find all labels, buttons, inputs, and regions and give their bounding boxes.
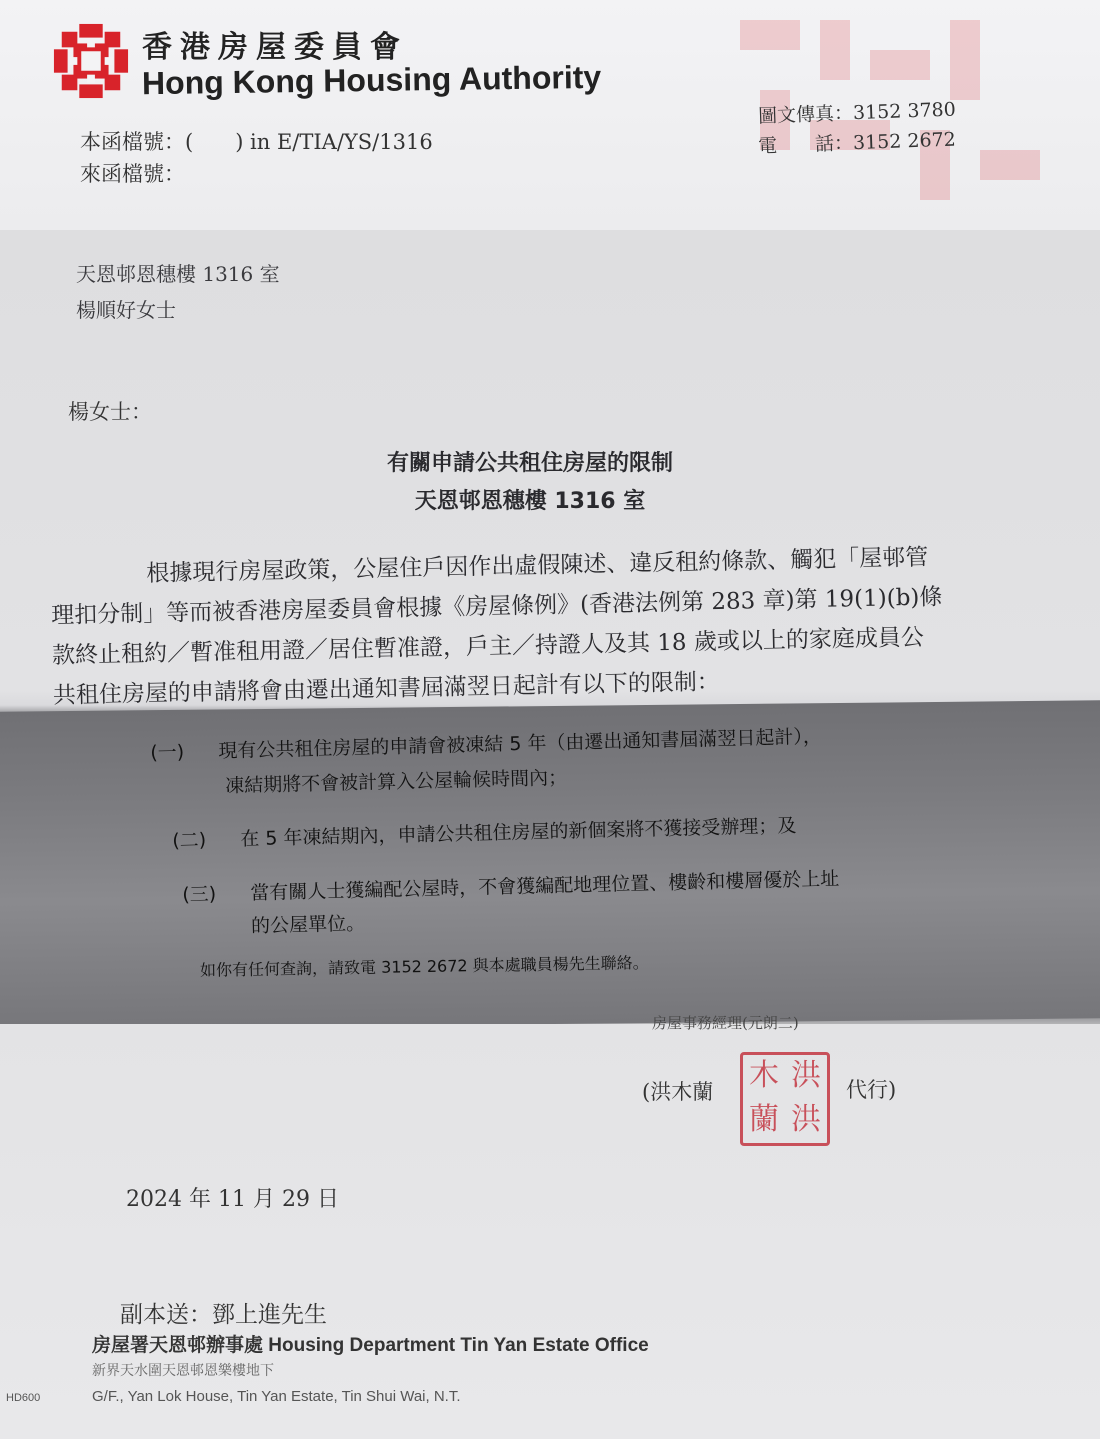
seal-char: 洪 [791,1058,821,1093]
salutation: 楊女士： [68,400,152,424]
office-address-en: G/F., Yan Lok House, Tin Yan Estate, Tin Shui Wai, N.T. [92,1388,461,1405]
subject-line-2: 天恩邨恩穗樓 1316 室 [414,489,646,514]
recipient-name: 楊順好女士 [76,298,176,322]
item-text: 現有公共租住房屋的申請會被凍結 5 年（由遷出通知書屆滿翌日起計）， [218,725,823,763]
your-reference: 來函檔號： [80,162,185,186]
body-paragraph [50,535,1043,716]
office-name: 房屋署天恩邨辦事處 Housing Department Tin Yan Estate Office [92,1335,649,1356]
manager-title: 房屋事務經理(元朗二) [652,1014,799,1032]
item-text-cont: 的公屋單位。 [250,912,366,938]
seal-char: 蘭 [749,1102,779,1137]
item-number: (一) [150,741,185,764]
letter-date: 2024 年 11 月 29 日 [126,1187,339,1212]
fax-number: 圖文傳真：3152 3780 [757,98,957,128]
office-address-zh: 新界天水圍天恩邨恩樂樓地下 [92,1363,274,1379]
seal-stamp [740,1052,830,1146]
body-line: 款終止租約／暫准租用證／居住暫准證，戶主／持證人及其 18 歲或以上的家庭成員公 [51,624,925,669]
signer-name: (洪木蘭 [642,1080,714,1104]
body-line: 根據現行房屋政策，公屋住戶因作出虛假陳述、違反租約條款、觸犯「屋邨管 [146,544,929,587]
item-text-cont: 凍結期將不會被計算入公屋輪候時間內； [224,766,568,798]
recipient-address: 天恩邨恩穗樓 1316 室 [76,262,280,286]
cc-line: 副本送：鄧上進先生 [120,1302,327,1328]
housing-authority-logo-icon [52,22,130,100]
item-number: (三) [182,883,217,906]
inquiry-note: 如你有任何查詢，請致電 3152 2672 與本處職員楊先生聯絡。 [199,953,649,980]
form-code: HD600 [6,1392,41,1404]
seal-char: 木 [749,1058,779,1093]
org-name-zh: 香港房屋委員會 [142,30,408,65]
acting-label: 代行) [846,1078,897,1102]
body-line: 共租住房屋的申請將會由遷出通知書屆滿翌日起計有以下的限制： [52,669,721,709]
item-number: (二) [172,829,207,852]
item-text: 當有關人士獲編配公屋時，不會獲編配地理位置、樓齡和樓層優於上址 [250,867,840,905]
org-name-en: Hong Kong Housing Authority [141,58,602,102]
body-line: 理扣分制」等而被香港房屋委員會根據《房屋條例》(香港法例第 283 章)第 19(1)(b)條 [50,584,943,629]
subject-line-1: 有關申請公共租住房屋的限制 [386,451,673,476]
tel-number: 電 話：3152 2672 [757,128,957,158]
item-text: 在 5 年凍結期內，申請公共租住房屋的新個案將不獲接受辦理；及 [240,814,797,851]
our-reference: 本函檔號：( ) in E/TIA/YS/1316 [80,130,433,154]
seal-char: 洪 [791,1102,821,1137]
